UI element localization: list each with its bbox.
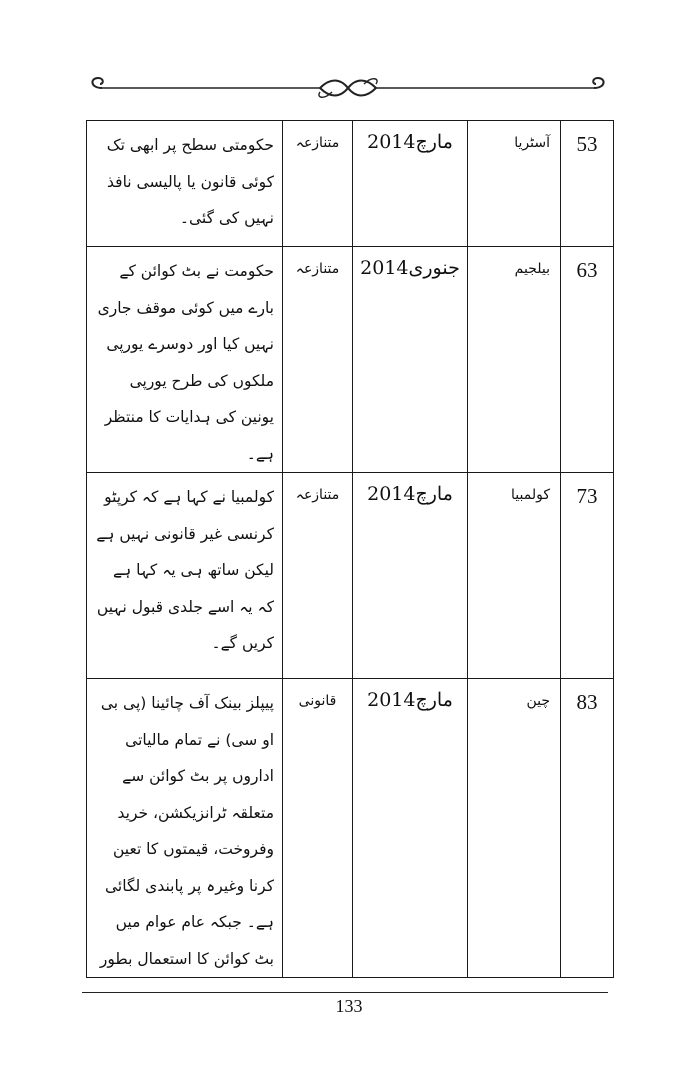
description-cell xyxy=(87,473,283,679)
status-cell xyxy=(283,121,353,247)
number-cell xyxy=(561,247,614,473)
row-country: کولمبیا xyxy=(511,487,550,503)
status-cell xyxy=(283,473,353,679)
date-cell xyxy=(353,247,468,473)
table-row xyxy=(87,473,614,679)
row-description: پیپلز بینک آف چائینا (پی بی او سی) نے تمام مالیاتی اداروں پر بٹ کوائن سے متعلقہ ٹرانزیکشن، خرید وفروخت، قیمتوں کا تعین کرنا وغیرہ پر پابندی لگائی ہے۔ جبکہ عام عوام میں بٹ کوائن کا استعمال بطور xyxy=(99,694,274,968)
row-date: مارچ2014 xyxy=(367,689,453,711)
country-cell xyxy=(468,247,561,473)
row-number: 73 xyxy=(576,484,598,508)
row-country: آسٹریا xyxy=(514,135,550,151)
number-cell xyxy=(561,121,614,247)
row-description: کولمبیا نے کہا ہے کہ کرپٹو کرنسی غیر قانونی نہیں ہے لیکن ساتھ ہی یہ کہا ہے کہ یہ اسے جلدی قبول نہیں کریں گے۔ xyxy=(96,488,274,652)
number-cell xyxy=(561,473,614,679)
description-cell xyxy=(87,247,283,473)
description-cell xyxy=(87,121,283,247)
table-row xyxy=(87,121,614,247)
table-row xyxy=(87,679,614,978)
description-cell xyxy=(87,679,283,978)
row-status: متنازعہ xyxy=(295,487,340,503)
date-cell xyxy=(353,679,468,978)
row-country: چین xyxy=(526,693,550,709)
status-cell xyxy=(283,679,353,978)
data-table xyxy=(86,120,614,978)
country-cell xyxy=(468,679,561,978)
row-country: بیلجیم xyxy=(514,261,550,277)
date-cell xyxy=(353,121,468,247)
row-number: 63 xyxy=(576,258,598,282)
footer-divider xyxy=(82,992,608,993)
row-status: متنازعہ xyxy=(295,261,340,277)
header-ornament xyxy=(88,70,608,110)
country-cell xyxy=(468,121,561,247)
table-row xyxy=(87,247,614,473)
row-date: مارچ2014 xyxy=(367,483,453,505)
row-description: حکومتی سطح پر ابھی تک کوئی قانون یا پالیسی نافذ نہیں کی گئی۔ xyxy=(106,136,274,227)
date-cell xyxy=(353,473,468,679)
row-number: 53 xyxy=(576,132,598,156)
row-description: حکومت نے بٹ کوائن کے بارے میں کوئی موقف جاری نہیں کیا اور دوسرے یورپی ملکوں کی طرح یورپی یونین کی ہدایات کا منتظر ہے۔ xyxy=(97,262,274,463)
status-cell xyxy=(283,247,353,473)
row-date: جنوری2014 xyxy=(360,257,460,279)
row-number: 83 xyxy=(576,690,598,714)
page-number: 133 xyxy=(335,996,363,1016)
row-date: مارچ2014 xyxy=(367,131,453,153)
row-status: متنازعہ xyxy=(295,135,340,151)
row-status: قانونی xyxy=(298,693,337,709)
country-cell xyxy=(468,473,561,679)
number-cell xyxy=(561,679,614,978)
